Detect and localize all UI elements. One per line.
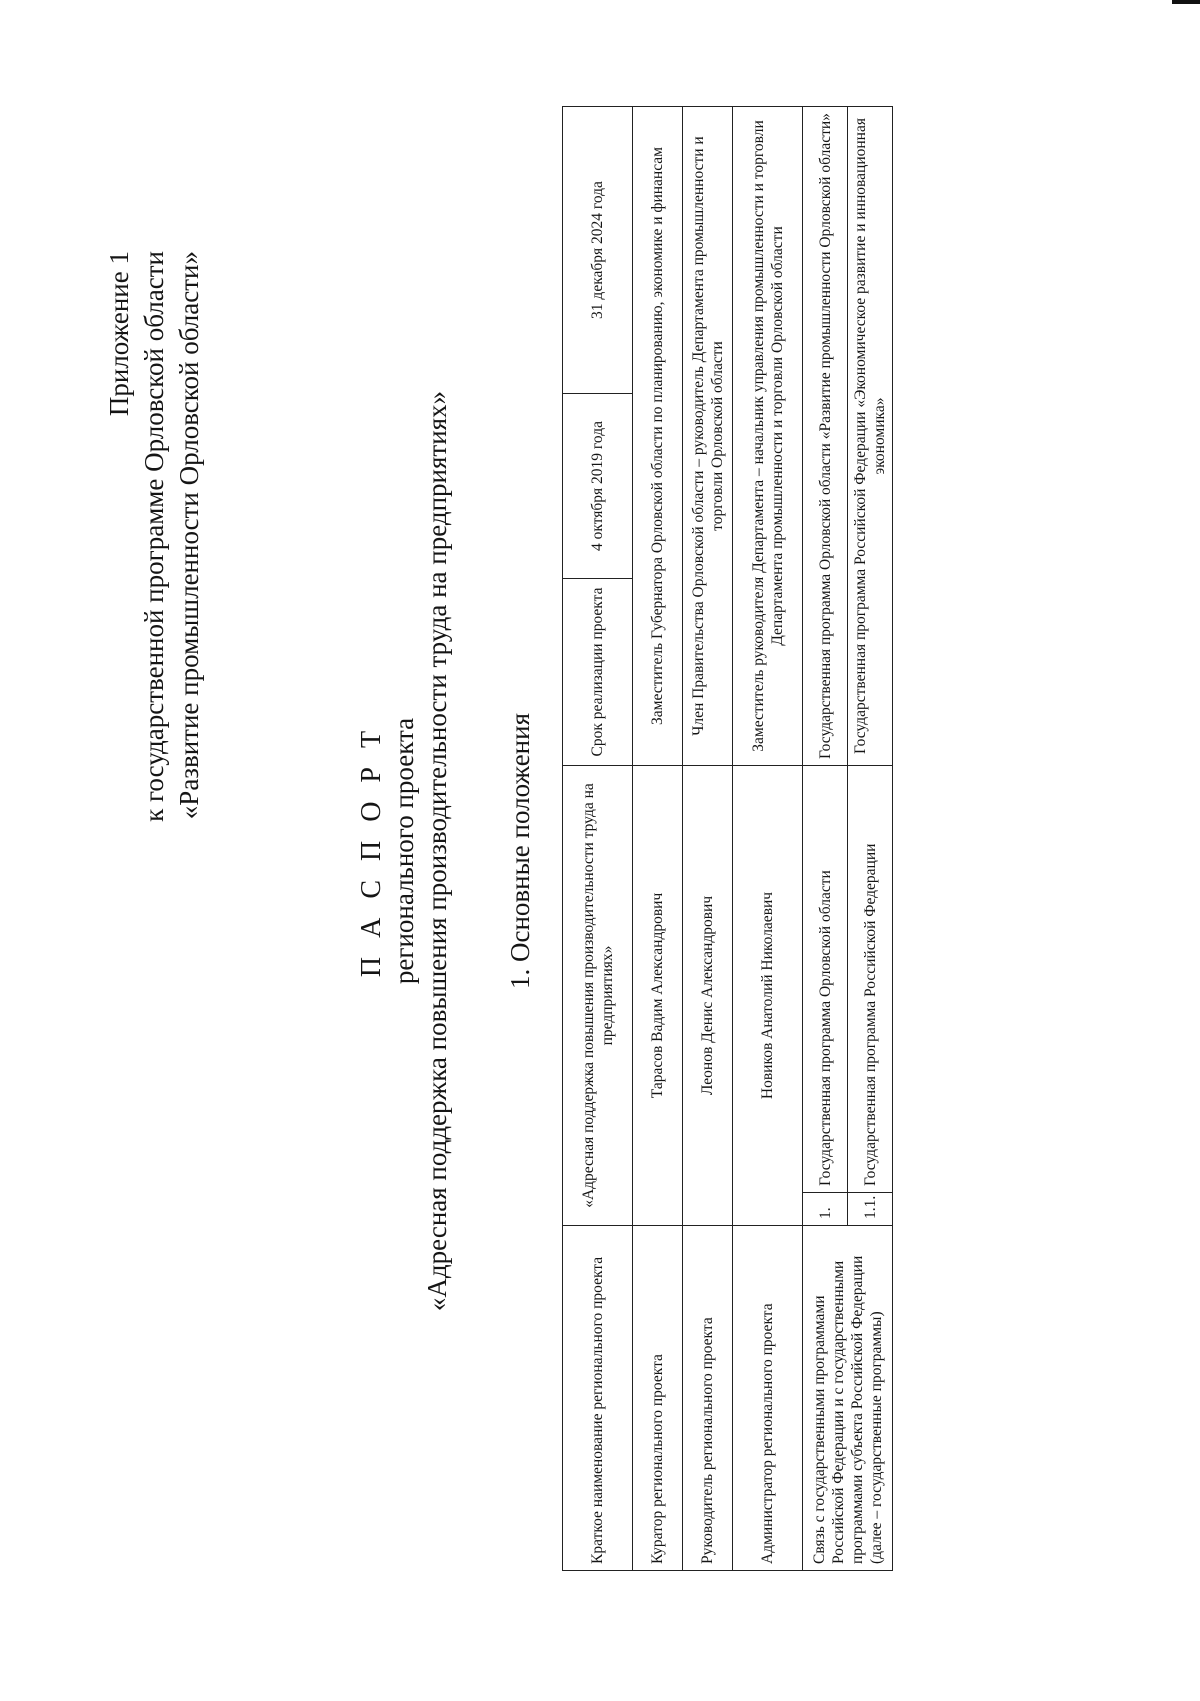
program-item-value: Государственная программа Орловской области «Развитие промышленности Орловской области» xyxy=(803,107,848,766)
program-item-number: 1.1. xyxy=(848,1193,893,1226)
passport-title: П А С П О Р Т xyxy=(356,724,387,978)
curator-position: Заместитель Губернатора Орловской области по планированию, экономике и финансам xyxy=(633,107,683,766)
row-label-short-name: Краткое наименование регионального проекта xyxy=(563,1226,633,1571)
annex-number: Приложение 1 xyxy=(104,251,134,417)
annex-program: к государственной программе Орловской области xyxy=(139,251,169,822)
table-row xyxy=(733,107,803,1571)
term-start: 4 октября 2019 года xyxy=(563,394,633,579)
row-label-head: Руководитель регионального проекта xyxy=(683,1226,733,1571)
program-item-number: 1. xyxy=(803,1193,848,1226)
curator-person: Тарасов Вадим Александрович xyxy=(633,766,683,1226)
passport-subtitle: регионального проекта xyxy=(389,717,419,985)
table-row xyxy=(633,107,683,1571)
program-item-type: Государственная программа Российской Федерации xyxy=(848,766,893,1193)
head-position: Член Правительства Орловской области – руководитель Департамента промышленности и торговли Орловской области xyxy=(683,107,733,766)
row-label-curator: Куратор регионального проекта xyxy=(633,1226,683,1571)
annex-header xyxy=(102,251,207,1701)
row-label-program-links: Связь с государственными программами Российской Федерации и с государственными программами субъекта Российской Федерации (далее – государственные программы) xyxy=(803,1226,893,1571)
head-person: Леонов Денис Александрович xyxy=(683,766,733,1226)
table-row xyxy=(683,107,733,1571)
annex-program-name: «Развитие промышленности Орловской области» xyxy=(174,251,204,820)
project-name: «Адресная поддержка повышения производительности труда на предприятиях» xyxy=(422,390,452,1312)
program-item-type: Государственная программа Орловской области xyxy=(803,766,848,1193)
table-row xyxy=(563,107,633,1571)
term-label: Срок реализации проекта xyxy=(563,579,633,766)
passport-table xyxy=(562,106,893,1571)
section-title: 1. Основные положения xyxy=(505,713,535,989)
short-name-value: «Адресная поддержка повышения производительности труда на предприятиях» xyxy=(563,766,633,1226)
term-end: 31 декабря 2024 года xyxy=(563,107,633,394)
row-label-admin: Администратор регионального проекта xyxy=(733,1226,803,1571)
table-row xyxy=(803,107,848,1571)
passport-heading xyxy=(355,301,454,1401)
admin-position: Заместитель руководителя Департамента – начальник управления промышленности и торговли Департамента промышленности и торговли Орловской области xyxy=(733,107,803,766)
admin-person: Новиков Анатолий Николаевич xyxy=(733,766,803,1226)
program-item-value: Государственная программа Российской Федерации «Экономическое развитие и инновационная экономика» xyxy=(848,107,893,766)
